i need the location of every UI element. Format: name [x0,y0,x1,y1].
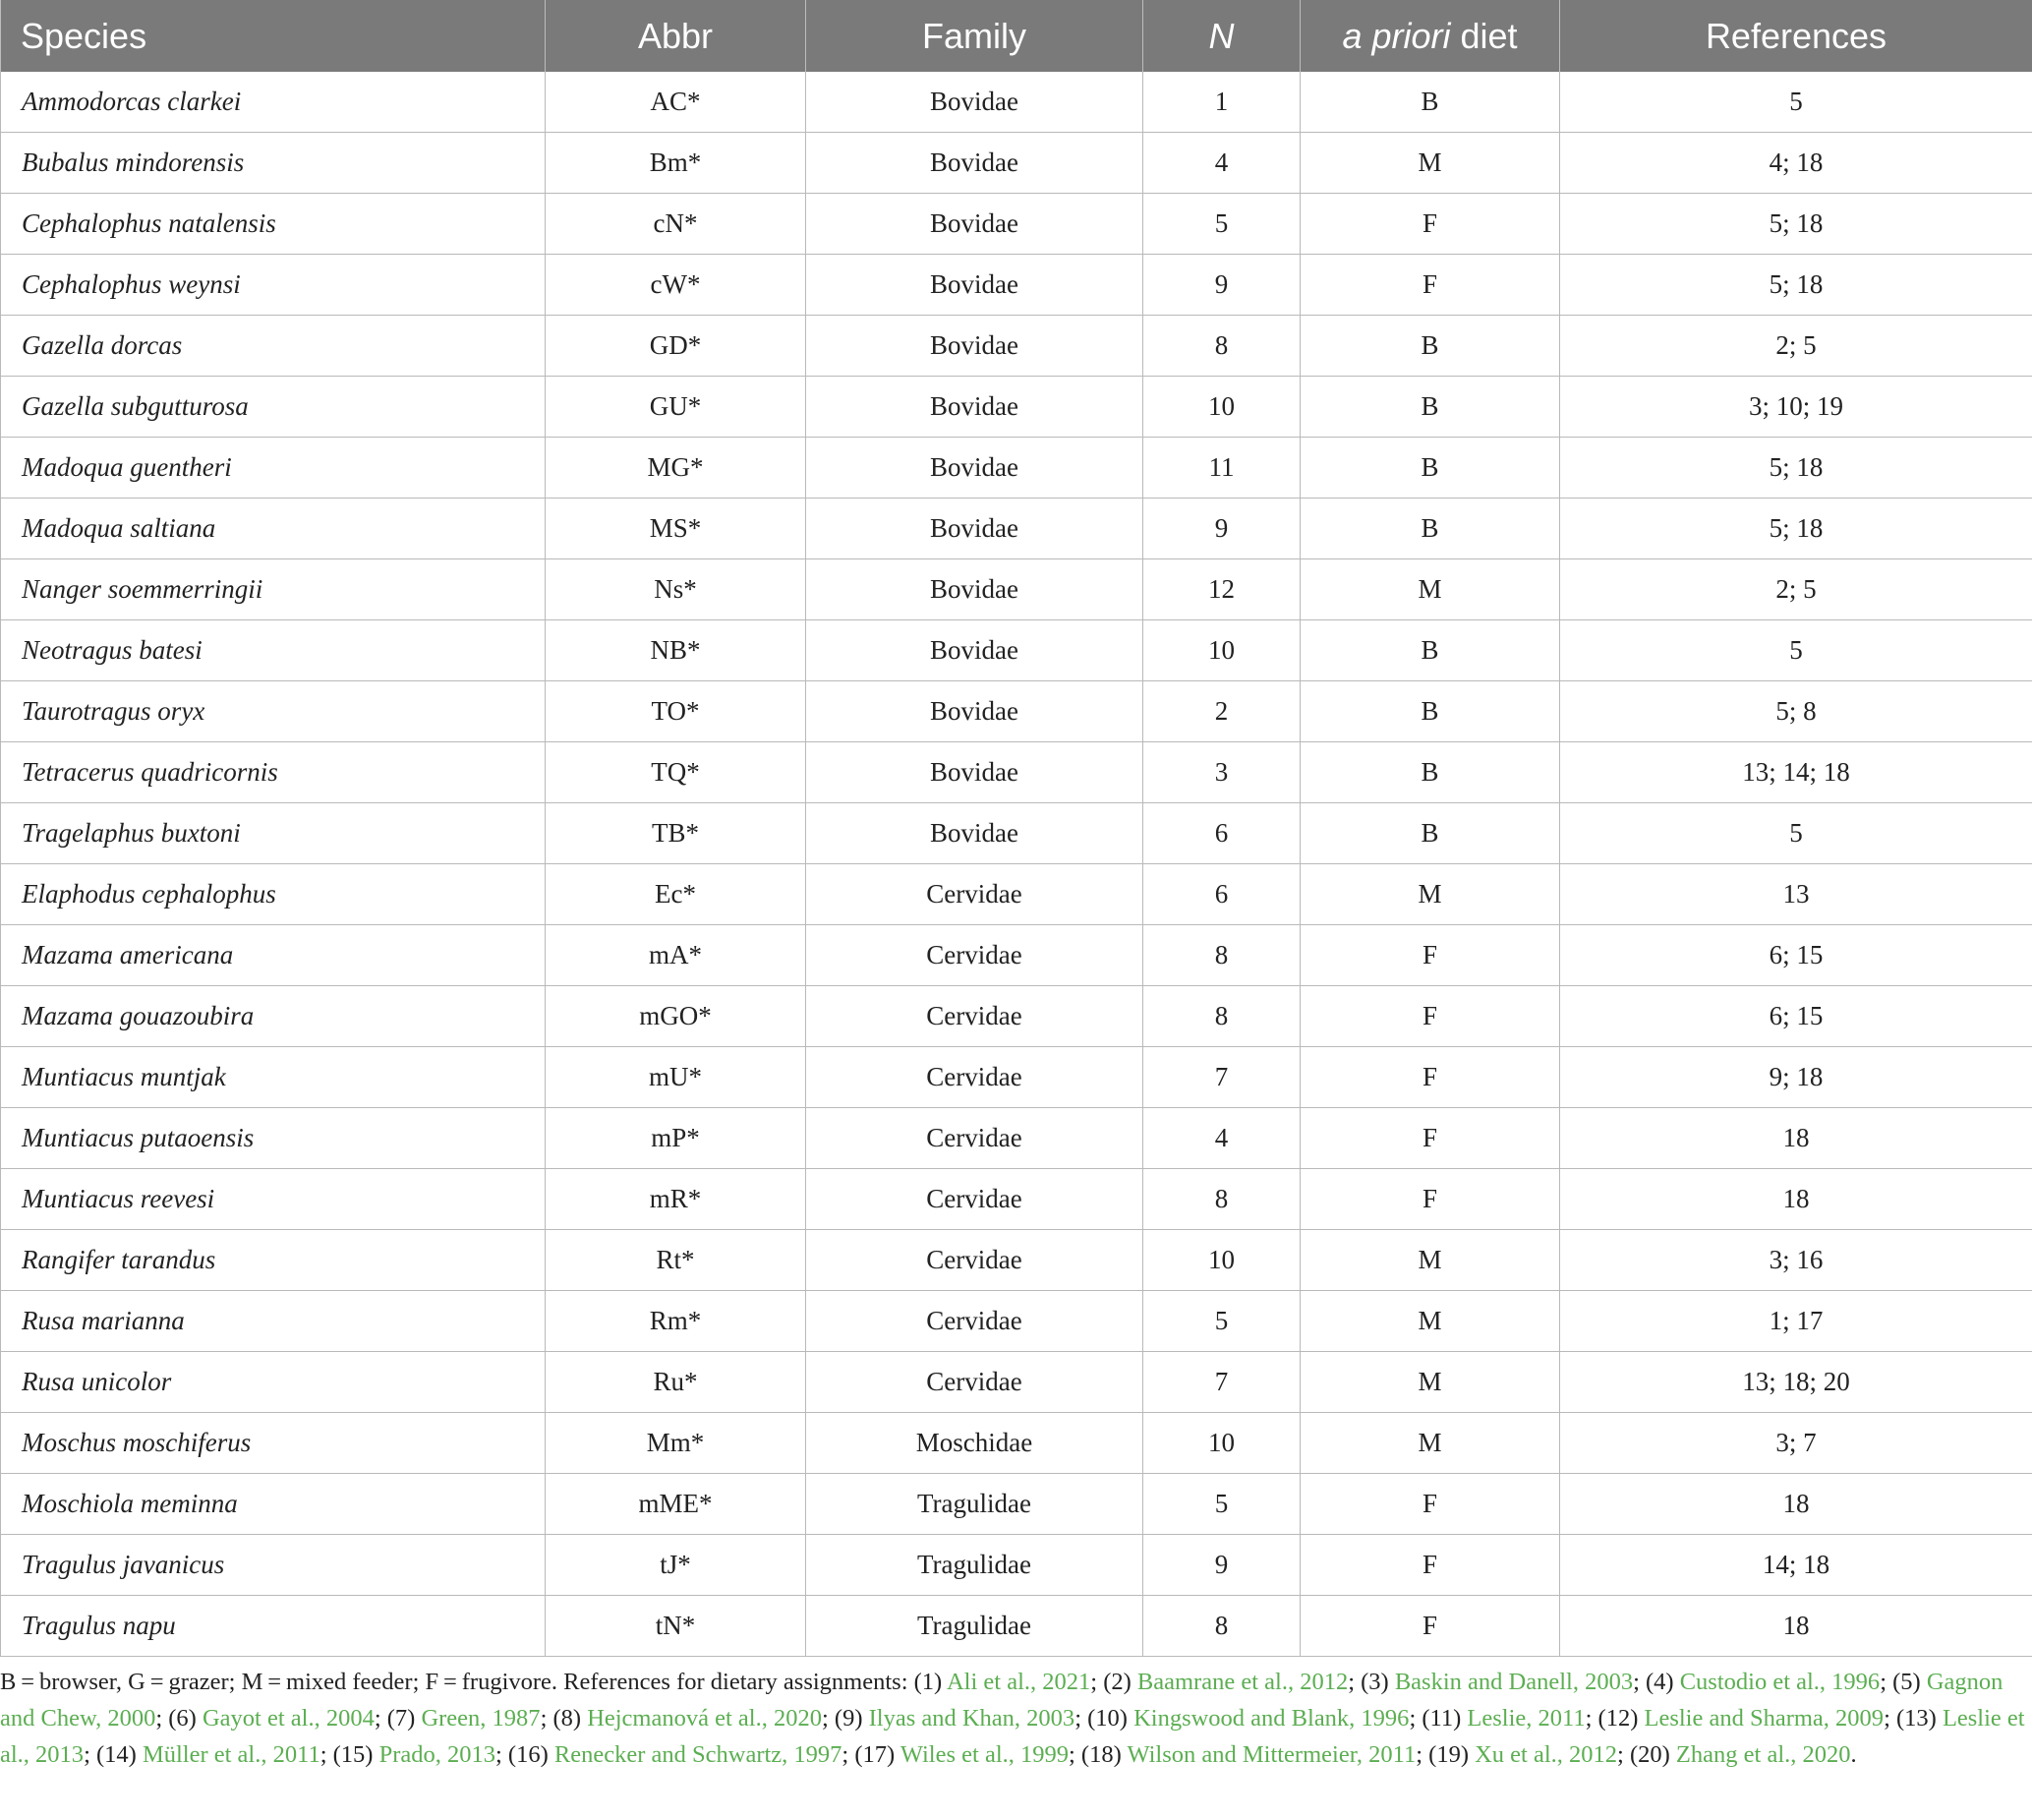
table-row [1,133,2032,194]
cell-n: 6 [1143,803,1301,864]
cell-family: Cervidae [806,864,1143,925]
reference-link[interactable]: Renecker and Schwartz, 1997 [553,1741,842,1768]
cell-references: 18 [1560,1169,2032,1230]
cell-diet: F [1301,1535,1560,1596]
cell-family: Bovidae [806,72,1143,133]
cell-references: 4; 18 [1560,133,2032,194]
cell-diet: B [1301,803,1560,864]
reference-link[interactable]: Prado, 2013 [378,1741,495,1768]
cell-family: Cervidae [806,1108,1143,1169]
reference-link[interactable]: Leslie, 2011 [1467,1705,1586,1732]
cell-family: Tragulidae [806,1535,1143,1596]
cell-diet: F [1301,1047,1560,1108]
cell-diet: F [1301,986,1560,1047]
cell-n: 8 [1143,986,1301,1047]
header-n-label: N [1208,15,1235,56]
cell-abbr: Ec* [546,864,806,925]
header-n [1143,0,1301,72]
cell-references: 2; 5 [1560,316,2032,377]
footnote-text: ; (19) [1416,1741,1476,1768]
cell-diet: B [1301,742,1560,803]
cell-abbr: Ns* [546,559,806,620]
reference-link[interactable]: Kingswood and Blank, 1996 [1133,1705,1410,1732]
table-body [1,72,2032,1657]
cell-family: Bovidae [806,499,1143,559]
reference-link[interactable]: Leslie et al., 2013 [0,1705,2025,1768]
cell-references: 18 [1560,1108,2032,1169]
table-row [1,1230,2032,1291]
cell-diet: M [1301,1230,1560,1291]
cell-family: Tragulidae [806,1474,1143,1535]
footnote-text: ; (5) [1880,1669,1927,1695]
cell-family: Bovidae [806,620,1143,681]
table-header-row [1,0,2032,72]
footnote-text: ; (16) [495,1741,554,1768]
cell-references: 3; 10; 19 [1560,377,2032,438]
cell-references: 5 [1560,803,2032,864]
table-row [1,377,2032,438]
cell-n: 5 [1143,1474,1301,1535]
cell-abbr: mGO* [546,986,806,1047]
footnote-text: ; (18) [1069,1741,1128,1768]
footnote-text: ; (10) [1074,1705,1134,1732]
cell-references: 13; 14; 18 [1560,742,2032,803]
cell-n: 12 [1143,559,1301,620]
footnote-text: ; (2) [1090,1669,1137,1695]
cell-family: Bovidae [806,803,1143,864]
cell-species: Elaphodus cephalophus [1,864,546,925]
cell-family: Cervidae [806,1352,1143,1413]
cell-abbr: mA* [546,925,806,986]
cell-n: 10 [1143,1413,1301,1474]
cell-abbr: Rt* [546,1230,806,1291]
table-row [1,1169,2032,1230]
cell-n: 7 [1143,1352,1301,1413]
cell-abbr: mU* [546,1047,806,1108]
reference-link[interactable]: Ilyas and Khan, 2003 [868,1705,1075,1732]
table-row [1,803,2032,864]
cell-abbr: GU* [546,377,806,438]
table-row [1,620,2032,681]
reference-link[interactable]: Hejcmanová et al., 2020 [587,1705,822,1732]
table-row [1,1352,2032,1413]
cell-diet: F [1301,925,1560,986]
reference-link[interactable]: Baskin and Danell, 2003 [1394,1669,1634,1695]
cell-abbr: TB* [546,803,806,864]
cell-abbr: NB* [546,620,806,681]
cell-family: Cervidae [806,1230,1143,1291]
cell-references: 5; 18 [1560,438,2032,499]
footnote-text: ; (20) [1617,1741,1676,1768]
cell-diet: M [1301,1291,1560,1352]
footnote-text: ; (9) [821,1705,869,1732]
header-diet-italic: a priori [1342,15,1451,56]
cell-diet: M [1301,133,1560,194]
footnote-text: ; (15) [319,1741,379,1768]
cell-abbr: AC* [546,72,806,133]
cell-family: Cervidae [806,1169,1143,1230]
table-row [1,438,2032,499]
cell-species: Mazama gouazoubira [1,986,546,1047]
footnote-text: ; (3) [1348,1669,1395,1695]
cell-references: 3; 16 [1560,1230,2032,1291]
cell-family: Bovidae [806,316,1143,377]
cell-family: Bovidae [806,377,1143,438]
cell-abbr: tJ* [546,1535,806,1596]
table-row [1,681,2032,742]
table-row [1,1474,2032,1535]
footnote-text: ; (14) [84,1741,143,1768]
cell-diet: F [1301,1474,1560,1535]
cell-references: 1; 17 [1560,1291,2032,1352]
cell-species: Tragelaphus buxtoni [1,803,546,864]
cell-abbr: GD* [546,316,806,377]
cell-species: Gazella subgutturosa [1,377,546,438]
cell-species: Tetracerus quadricornis [1,742,546,803]
reference-link[interactable]: Leslie and Sharma, 2009 [1644,1705,1885,1732]
cell-species: Cephalophus weynsi [1,255,546,316]
cell-n: 9 [1143,1535,1301,1596]
cell-abbr: cN* [546,194,806,255]
cell-references: 5; 8 [1560,681,2032,742]
cell-diet: B [1301,620,1560,681]
reference-link[interactable]: Ali et al., 2021 [946,1669,1091,1695]
cell-abbr: mME* [546,1474,806,1535]
cell-n: 5 [1143,1291,1301,1352]
cell-species: Ammodorcas clarkei [1,72,546,133]
reference-link[interactable]: Gagnon and Chew, 2000 [0,1669,2003,1732]
cell-species: Cephalophus natalensis [1,194,546,255]
cell-diet: M [1301,1413,1560,1474]
cell-abbr: tN* [546,1596,806,1657]
cell-species: Rangifer tarandus [1,1230,546,1291]
cell-diet: M [1301,864,1560,925]
cell-species: Tragulus javanicus [1,1535,546,1596]
reference-link[interactable]: Xu et al., 2012 [1475,1741,1618,1768]
header-abbr: Abbr [546,0,806,72]
cell-n: 8 [1143,925,1301,986]
cell-species: Mazama americana [1,925,546,986]
reference-link[interactable]: Wilson and Mittermeier, 2011 [1127,1741,1417,1768]
cell-references: 13 [1560,864,2032,925]
cell-family: Bovidae [806,255,1143,316]
cell-family: Bovidae [806,742,1143,803]
cell-species: Muntiacus reevesi [1,1169,546,1230]
cell-abbr: mR* [546,1169,806,1230]
cell-references: 5; 18 [1560,194,2032,255]
reference-link[interactable]: Custodio et al., 1996 [1679,1669,1881,1695]
table-row [1,1291,2032,1352]
cell-n: 11 [1143,438,1301,499]
header-references: References [1560,0,2032,72]
cell-family: Tragulidae [806,1596,1143,1657]
cell-family: Cervidae [806,986,1143,1047]
table-row [1,72,2032,133]
cell-references: 5 [1560,72,2032,133]
cell-species: Muntiacus putaoensis [1,1108,546,1169]
reference-link[interactable]: Müller et al., 2011 [142,1741,320,1768]
cell-references: 6; 15 [1560,986,2032,1047]
cell-abbr: MG* [546,438,806,499]
cell-n: 3 [1143,742,1301,803]
cell-references: 5; 18 [1560,255,2032,316]
reference-link[interactable]: Zhang et al., 2020 [1675,1741,1851,1768]
table-row [1,255,2032,316]
table-row [1,1535,2032,1596]
cell-references: 18 [1560,1474,2032,1535]
cell-n: 8 [1143,1596,1301,1657]
cell-family: Bovidae [806,133,1143,194]
cell-species: Bubalus mindorensis [1,133,546,194]
cell-diet: B [1301,72,1560,133]
cell-references: 5; 18 [1560,499,2032,559]
cell-species: Gazella dorcas [1,316,546,377]
table-footnote [0,1664,2025,1773]
footnote-text: ; (8) [540,1705,588,1732]
footnote-text: ; (7) [374,1705,422,1732]
cell-references: 13; 18; 20 [1560,1352,2032,1413]
cell-diet: B [1301,316,1560,377]
cell-species: Madoqua saltiana [1,499,546,559]
cell-abbr: Ru* [546,1352,806,1413]
table-row [1,1413,2032,1474]
reference-link[interactable]: Green, 1987 [421,1705,541,1732]
table-row [1,316,2032,377]
cell-n: 10 [1143,620,1301,681]
reference-link[interactable]: Baamrane et al., 2012 [1136,1669,1349,1695]
cell-n: 8 [1143,1169,1301,1230]
header-family: Family [806,0,1143,72]
cell-n: 8 [1143,316,1301,377]
footnote-text: ; (6) [155,1705,203,1732]
cell-family: Cervidae [806,1291,1143,1352]
table-row [1,499,2032,559]
cell-species: Moschus moschiferus [1,1413,546,1474]
cell-references: 14; 18 [1560,1535,2032,1596]
cell-n: 9 [1143,255,1301,316]
cell-abbr: Bm* [546,133,806,194]
cell-species: Rusa marianna [1,1291,546,1352]
cell-diet: B [1301,499,1560,559]
cell-species: Tragulus napu [1,1596,546,1657]
cell-n: 6 [1143,864,1301,925]
cell-n: 4 [1143,1108,1301,1169]
cell-references: 2; 5 [1560,559,2032,620]
cell-abbr: Mm* [546,1413,806,1474]
cell-references: 9; 18 [1560,1047,2032,1108]
cell-diet: B [1301,438,1560,499]
table-row [1,1596,2032,1657]
footnote-text: B = browser, G = grazer; M = mixed feeder; F = frugivore. References for dietary assignments: (1) [0,1669,947,1695]
cell-species: Nanger soemmerringii [1,559,546,620]
footnote-text: . [1850,1741,1857,1768]
cell-family: Bovidae [806,681,1143,742]
table-row [1,1108,2032,1169]
cell-n: 5 [1143,194,1301,255]
cell-species: Madoqua guentheri [1,438,546,499]
footnote-text: ; (12) [1585,1705,1645,1732]
cell-species: Moschiola meminna [1,1474,546,1535]
cell-n: 1 [1143,72,1301,133]
cell-family: Bovidae [806,438,1143,499]
cell-family: Bovidae [806,194,1143,255]
footnote-text: ; (4) [1633,1669,1680,1695]
cell-references: 3; 7 [1560,1413,2032,1474]
cell-abbr: TQ* [546,742,806,803]
reference-link[interactable]: Gayot et al., 2004 [202,1705,375,1732]
header-diet-rest: diet [1450,15,1518,56]
cell-abbr: Rm* [546,1291,806,1352]
cell-diet: F [1301,1108,1560,1169]
cell-diet: M [1301,1352,1560,1413]
cell-references: 5 [1560,620,2032,681]
cell-species: Muntiacus muntjak [1,1047,546,1108]
cell-abbr: cW* [546,255,806,316]
cell-references: 6; 15 [1560,925,2032,986]
footnote-text: ; (13) [1884,1705,1943,1732]
cell-diet: B [1301,377,1560,438]
footnote-text: ; (17) [842,1741,900,1768]
cell-diet: F [1301,1169,1560,1230]
cell-family: Cervidae [806,1047,1143,1108]
cell-species: Taurotragus oryx [1,681,546,742]
cell-diet: F [1301,1596,1560,1657]
table-row [1,742,2032,803]
table-row [1,986,2032,1047]
table-row [1,194,2032,255]
cell-n: 10 [1143,1230,1301,1291]
cell-n: 9 [1143,499,1301,559]
table-row [1,925,2032,986]
cell-references: 18 [1560,1596,2032,1657]
cell-diet: F [1301,194,1560,255]
cell-abbr: TO* [546,681,806,742]
cell-abbr: MS* [546,499,806,559]
header-diet [1301,0,1560,72]
cell-family: Bovidae [806,559,1143,620]
cell-diet: M [1301,559,1560,620]
footnote-text: ; (11) [1409,1705,1468,1732]
header-species: Species [1,0,546,72]
cell-diet: F [1301,255,1560,316]
reference-link[interactable]: Wiles et al., 1999 [900,1741,1069,1768]
cell-n: 2 [1143,681,1301,742]
table-row [1,864,2032,925]
cell-family: Cervidae [806,925,1143,986]
cell-species: Neotragus batesi [1,620,546,681]
cell-n: 7 [1143,1047,1301,1108]
cell-n: 4 [1143,133,1301,194]
cell-family: Moschidae [806,1413,1143,1474]
cell-n: 10 [1143,377,1301,438]
cell-species: Rusa unicolor [1,1352,546,1413]
table-row [1,559,2032,620]
cell-abbr: mP* [546,1108,806,1169]
table-row [1,1047,2032,1108]
cell-diet: B [1301,681,1560,742]
